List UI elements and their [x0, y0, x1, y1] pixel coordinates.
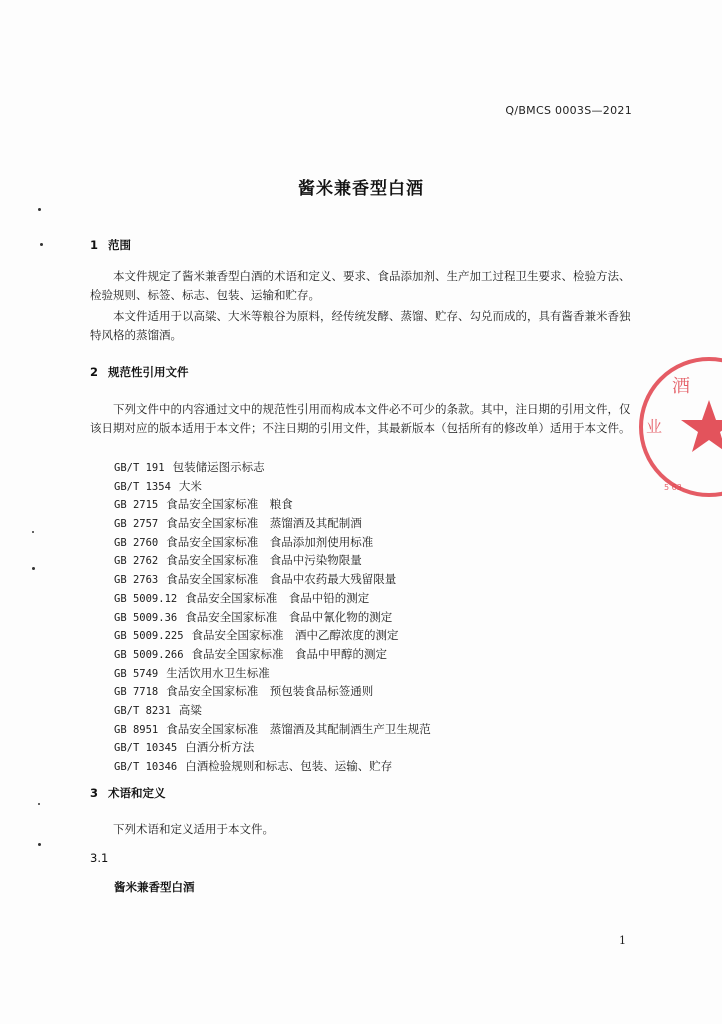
reference-name: 食品安全国家标准 食品中铅的测定: [185, 590, 370, 605]
reference-name: 食品安全国家标准 酒中乙醇浓度的测定: [191, 628, 399, 643]
reference-name: 大米: [178, 478, 202, 493]
page-number: 1: [619, 934, 626, 947]
scope-paragraph-1: 本文件规定了酱米兼香型白酒的术语和定义、要求、食品添加剂、生产加工过程卫生要求、检验方法、检验规则、标签、标志、包装、运输和贮存。: [90, 269, 631, 302]
reference-item: [114, 458, 431, 477]
reference-code: GB/T 10346: [114, 761, 178, 773]
reference-code: GB 2715: [114, 499, 159, 512]
reference-code: GB 2762: [114, 555, 159, 568]
reference-code: GB 7718: [114, 686, 159, 699]
reference-item: [114, 626, 431, 645]
reference-name: 高粱: [178, 702, 202, 717]
reference-name: 白酒分析方法: [185, 740, 255, 755]
term-name: 酱米兼香型白酒: [114, 880, 195, 894]
reference-item: [114, 477, 431, 496]
reference-name: 食品安全国家标准 蒸馏酒及其配制酒生产卫生规范: [166, 721, 431, 736]
reference-item: [114, 720, 431, 739]
reference-item: [114, 533, 431, 552]
reference-name: 食品安全国家标准 蒸馏酒及其配制酒: [166, 516, 362, 531]
scan-speck: [32, 531, 34, 533]
reference-code: GB 5749: [114, 667, 159, 680]
reference-item: [114, 645, 431, 664]
seal-text: 酒: [672, 376, 690, 397]
reference-code: GB/T 191: [114, 462, 165, 474]
reference-code: GB/T 10345: [114, 742, 178, 755]
section-3-title: 术语和定义: [108, 786, 166, 800]
reference-code: GB/T 1354: [114, 480, 171, 493]
reference-item: [114, 589, 431, 608]
reference-item: [114, 738, 431, 757]
seal-digits: 5 63: [664, 483, 682, 492]
reference-code: GB 2757: [114, 518, 159, 531]
reference-item: [114, 551, 431, 570]
section-2-heading: [90, 364, 189, 380]
scan-speck: [40, 243, 43, 246]
reference-item: [114, 664, 431, 683]
section-2-number: 2: [90, 365, 99, 379]
reference-name: 食品安全国家标准 食品中农药最大残留限量: [166, 572, 397, 587]
reference-item: [114, 682, 431, 701]
scan-speck: [32, 567, 35, 570]
reference-name: 食品安全国家标准 食品中甲醇的测定: [191, 646, 388, 661]
reference-code: GB 2760: [114, 536, 159, 549]
reference-name: 食品安全国家标准 粮食: [166, 497, 293, 512]
section-3-number: 3: [90, 786, 99, 800]
reference-list: [114, 458, 431, 776]
reference-name: 白酒检验规则和标志、包装、运输、贮存: [185, 759, 393, 773]
reference-code: GB 2763: [114, 574, 159, 587]
reference-item: [114, 514, 431, 533]
reference-code: GB 5009.225: [114, 630, 184, 643]
scan-speck: [38, 803, 40, 805]
reference-code: GB 8951: [114, 723, 159, 736]
reference-item: [114, 608, 431, 627]
reference-name: 食品安全国家标准 食品添加剂使用标准: [166, 534, 374, 549]
reference-code: GB 5009.36: [114, 611, 178, 624]
reference-item: [114, 495, 431, 514]
scan-speck: [38, 843, 41, 846]
section-1-number: 1: [90, 238, 99, 252]
terms-intro-paragraph: 下列术语和定义适用于本文件。: [113, 822, 274, 836]
scope-paragraph-2: 本文件适用于以高粱、大米等粮谷为原料，经传统发酵、蒸馏、贮存、勾兑而成的，具有酱香兼米香独特风格的蒸馏酒。: [90, 309, 631, 342]
section-3-heading: [90, 785, 166, 801]
standard-code: Q/BMCS 0003S—2021: [505, 104, 632, 117]
reference-name: 食品安全国家标准 食品中污染物限量: [166, 553, 362, 568]
reference-item: [114, 701, 431, 720]
section-1-heading: [90, 237, 131, 253]
seal-side-text: 业: [646, 417, 663, 436]
company-seal-icon: [634, 352, 722, 502]
reference-item: [114, 570, 431, 589]
subsection-number: 3.1: [90, 851, 109, 865]
reference-code: GB 5009.266: [114, 648, 184, 661]
reference-code: GB 5009.12: [114, 592, 178, 605]
document-title: 酱米兼香型白酒: [298, 179, 424, 199]
reference-name: 食品安全国家标准 食品中氰化物的测定: [185, 609, 393, 624]
normative-intro-paragraph: 下列文件中的内容通过文中的规范性引用而构成本文件必不可少的条款。其中，注日期的引用文件，仅该日期对应的版本适用于本文件；不注日期的引用文件，其最新版本（包括所有的修改单）适用于本文件。: [90, 402, 631, 435]
reference-name: 生活饮用水卫生标准: [166, 665, 270, 680]
reference-name: 食品安全国家标准 预包装食品标签通则: [166, 684, 374, 699]
reference-item: [114, 757, 431, 776]
reference-code: GB/T 8231: [114, 704, 171, 717]
scan-speck: [38, 208, 41, 211]
section-1-title: 范围: [108, 238, 131, 252]
reference-name: 包装储运图示标志: [172, 460, 265, 474]
section-2-title: 规范性引用文件: [108, 365, 189, 379]
